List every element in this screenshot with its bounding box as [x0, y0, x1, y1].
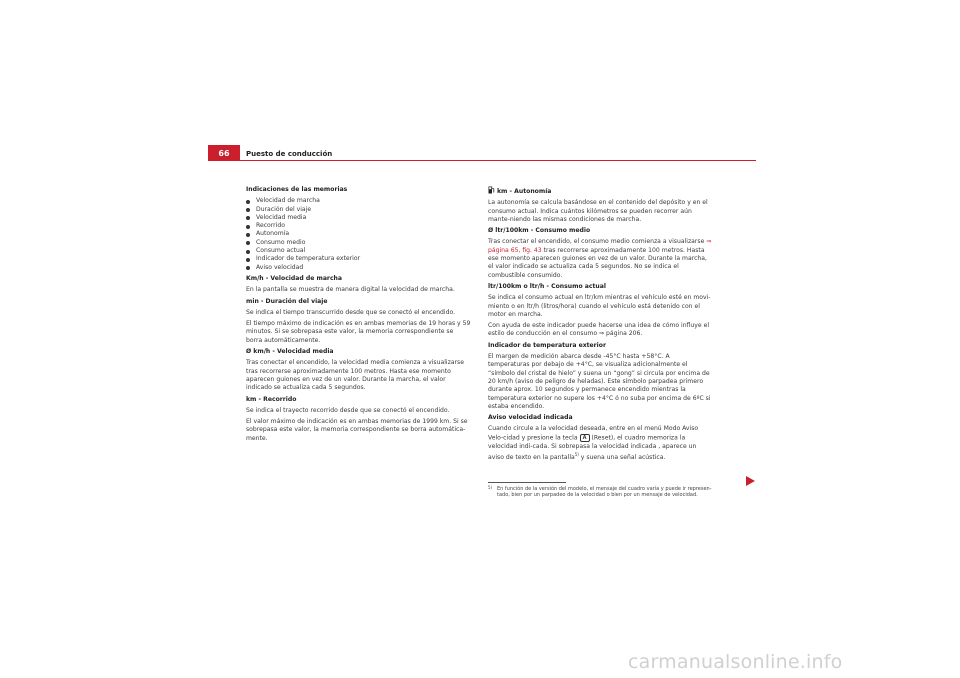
- avg-speed-heading: Ø km/h - Velocidad media: [246, 348, 334, 356]
- memories-list: [246, 197, 471, 272]
- footnote: [488, 486, 716, 498]
- speed-heading: Km/h - Velocidad de marcha: [246, 274, 343, 282]
- bullet-icon: [246, 241, 250, 245]
- left-column: [246, 186, 471, 446]
- footnote-divider: [488, 482, 566, 483]
- autonomy-heading: km - Autonomía: [497, 188, 552, 195]
- fuel-pump-icon: [488, 186, 495, 194]
- temp-text: El margen de medición abarca desde -45°C hasta +58°C. A temperaturas por debajo de +4°C, se visualiza adicionalmente el “símbolo del cristal de hielo” y suena un “gong” si circula por encima de 20 km/h (aviso de peligro de heladas). Este símbolo parpadea primero durante aprox. 10 segundos y permanece encendido mientras la temperatura exterior no supere los +4°C ó no suba por encima de 6ºC si estaba encendido.: [488, 353, 711, 410]
- list-item: Recorrido: [246, 222, 471, 230]
- distance-text-2: El valor máximo de indicación es en ambas memorias de 1999 km. Si se sobrepasa este valor, la memoria correspondiente se borra automática-mente.: [246, 418, 468, 442]
- bullet-icon: [246, 258, 250, 262]
- distance-heading: km - Recorrido: [246, 395, 297, 403]
- bullet-icon: [246, 233, 250, 237]
- bullet-icon: [246, 216, 250, 220]
- next-page-arrow-icon[interactable]: [746, 476, 755, 486]
- list-item: Duración del viaje: [246, 206, 471, 214]
- list-item: Velocidad de marcha: [246, 197, 471, 205]
- watermark: carmanualsonline.info: [628, 651, 843, 673]
- temp-heading: Indicador de temperatura exterior: [488, 341, 606, 349]
- distance-text: Se indica el trayecto recorrido desde que se conectó el encendido.: [246, 406, 450, 414]
- current-consumption-text: Se indica el consumo actual en ltr/km mientras el vehículo esté en movi-miento o en ltr/h (litros/hora) cuando el vehículo está detenido con el motor en marcha.: [488, 294, 711, 318]
- bullet-icon: [246, 208, 250, 212]
- bullet-icon: [246, 225, 250, 229]
- footnote-text: En función de la versión del modelo, el mensaje del cuadro varía y puede ir represen-tado, bien por un parpadeo de la velocidad o bien por un mensaje de velocidad.: [497, 486, 712, 499]
- duration-text: Se indica el tiempo transcurrido desde que se conectó el encendido.: [246, 308, 456, 316]
- bullet-icon: [246, 266, 250, 270]
- page-reference-link[interactable]: ⇒ página 65, fig. 43: [488, 238, 712, 254]
- autonomy-heading-row: [488, 186, 713, 196]
- page-number: 66: [208, 145, 240, 161]
- bullet-icon: [246, 250, 250, 254]
- section-title: Puesto de conducción: [246, 150, 333, 158]
- header-divider: [208, 160, 756, 161]
- footnote-mark: 5): [488, 485, 493, 490]
- speed-warning-paragraph: Cuando circule a la velocidad deseada, entre en el menú Modo Aviso Velo-cidad y presione la tecla A (Reset), el cuadro memoriza la velocidad indi-cada. Si sobrepasa la velocidad indicada , aparece un aviso de texto en la pantalla$^{5)}$ y suena una señal acústica.: [488, 425, 699, 461]
- current-consumption-text-2: Con ayuda de este indicador puede hacerse una idea de cómo influye el estilo de conducción en el consumo ⇒ página 206.: [488, 322, 710, 338]
- avg-speed-text: Tras conectar el encendido, la velocidad media comienza a visualizarse tras recorrerse aproximadamente 100 metros. Hasta ese momento aparecen guiones en vez de un valor. Durante la marcha, el valor indicado se actualiza cada 5 segundos.: [246, 359, 464, 392]
- list-item: Consumo medio: [246, 239, 471, 247]
- avg-consumption-paragraph: Tras conectar el encendido, el consumo medio comienza a visualizarse ⇒ página 65, fig. 43 tras recorrerse aproximadamente 100 metros. Hasta ese momento aparecen guiones en vez de un valor. Durante la marcha, el valor indicado se actualiza cada 5 segundos. No se indica el combustible consumido.: [488, 238, 712, 279]
- duration-heading: min - Duración del viaje: [246, 297, 328, 305]
- reset-key-icon: A: [580, 434, 590, 443]
- right-column: [488, 186, 713, 465]
- list-item: Velocidad media: [246, 214, 471, 222]
- avg-consumption-heading: Ø ltr/100km - Consumo medio: [488, 227, 591, 235]
- speed-warning-heading: Aviso velocidad indicada: [488, 414, 573, 422]
- duration-text-2: El tiempo máximo de indicación es en ambas memorias de 19 horas y 59 minutos. Si se sobrepasa este valor, la memoria correspondiente se borra automáticamente.: [246, 320, 471, 344]
- current-consumption-heading: ltr/100km o ltr/h - Consumo actual: [488, 282, 606, 290]
- speed-text: En la pantalla se muestra de manera digital la velocidad de marcha.: [246, 286, 455, 294]
- bullet-icon: [246, 200, 250, 204]
- list-item: Autonomía: [246, 230, 471, 238]
- list-item: Indicador de temperatura exterior: [246, 255, 471, 263]
- list-item: Consumo actual: [246, 247, 471, 255]
- list-item: Aviso velocidad: [246, 264, 471, 272]
- memories-heading: Indicaciones de las memorias: [246, 186, 348, 193]
- autonomy-text: La autonomía se calcula basándose en el contenido del depósito y en el consumo actual. Indica cuántos kilómetros se pueden recorrer aún mante-niendo las mismas condiciones de marcha.: [488, 199, 708, 223]
- footnote-ref: 5): [574, 451, 579, 457]
